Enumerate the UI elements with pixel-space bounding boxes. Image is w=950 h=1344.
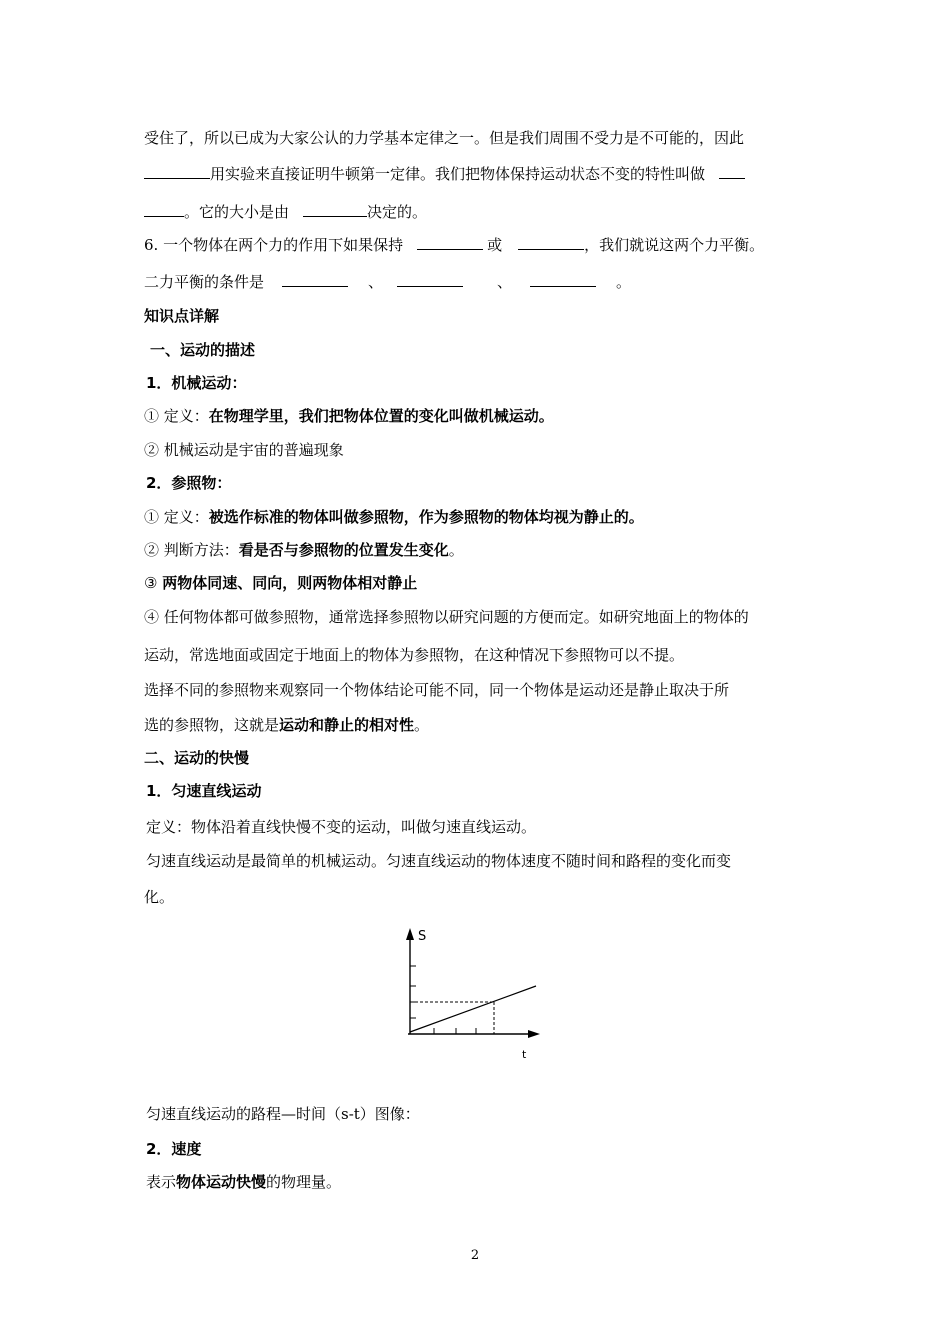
x-axis-arrow [528, 1030, 540, 1038]
paragraph-line [144, 128, 744, 148]
text: ④ 任何物体都可做参照物，通常选择参照物以研究问题的方便而定。如研究地面上的物体的 [144, 608, 749, 626]
text: 匀速直线运动是最简单的机械运动。匀速直线运动的物体速度不随时间和路程的变化而变 [146, 852, 732, 870]
x-ticks [434, 1028, 476, 1034]
text: 决定的。 [367, 203, 428, 221]
page-number: 2 [470, 1248, 480, 1263]
paragraph-line [144, 887, 174, 907]
text: 匀速直线运动的路程—时间（s-t）图像： [146, 1105, 420, 1123]
text: 表示 [146, 1173, 177, 1191]
fill-blank [417, 235, 483, 250]
subheading-uniform-motion: 1．匀速直线运动 [146, 782, 262, 800]
text: 。 [448, 541, 464, 559]
paragraph-line [146, 1172, 341, 1192]
paragraph-line [144, 680, 729, 700]
text: 定义：物体沿着直线快慢不变的运动，叫做匀速直线运动。 [146, 818, 537, 836]
text: 的物理量。 [266, 1173, 342, 1191]
text: ② 机械运动是宇宙的普遍现象 [144, 441, 344, 459]
heading-motion-speed: 二、运动的快慢 [144, 749, 250, 767]
bold-text: 在物理学里，我们把物体位置的变化叫做机械运动。 [208, 407, 554, 425]
fill-blank [303, 202, 367, 217]
list-item [144, 440, 344, 460]
figure-caption [146, 1104, 420, 1124]
section-title: 知识点详解 [144, 307, 220, 325]
bold-text: 看是否与参照物的位置发生变化 [238, 541, 449, 559]
subheading-speed: 2．速度 [146, 1140, 202, 1158]
text: ② 判断方法： [144, 541, 239, 559]
text: 运动，常选地面或固定于地面上的物体为参照物，在这种情况下参照物可以不提。 [144, 646, 685, 664]
fill-blank [282, 272, 348, 287]
text: 。它的大小是由 [184, 203, 290, 221]
text: 或 [487, 236, 503, 254]
text: ① 定义： [144, 407, 209, 425]
text: 选择不同的参照物来观察同一个物体结论可能不同，同一个物体是运动还是静止取决于所 [144, 681, 730, 699]
y-ticks [410, 966, 416, 1018]
subheading-reference-object: 2．参照物： [146, 474, 232, 492]
fill-blank [144, 202, 184, 217]
paragraph-line [144, 235, 764, 255]
text: 、 [368, 273, 384, 291]
st-graph-figure [396, 924, 546, 1064]
y-axis-label: S [418, 929, 427, 944]
text: ，我们就说这两个力平衡。 [584, 236, 765, 254]
subheading-mechanical-motion: 1．机械运动： [146, 374, 247, 392]
text: 受住了，所以已成为大家公认的力学基本定律之一。但是我们周围不受力是不可能的，因此 [144, 129, 745, 147]
paragraph-line [144, 272, 631, 292]
text: ③ [144, 574, 163, 592]
paragraph-line [144, 202, 427, 222]
list-item [144, 507, 644, 527]
text: 6. 一个物体在两个力的作用下如果保持 [144, 236, 404, 254]
bold-text: 两物体同速、同向，则两物体相对静止 [162, 574, 418, 592]
fill-blank [719, 164, 745, 179]
heading-motion-description: 一、运动的描述 [150, 341, 256, 359]
list-item [144, 540, 464, 560]
text: 选的参照物，这就是 [144, 716, 280, 734]
bold-text: 被选作标准的物体叫做参照物，作为参照物的物体均视为静止的。 [208, 508, 644, 526]
text: 。 [414, 716, 430, 734]
fill-blank [397, 272, 463, 287]
text: ① 定义： [144, 508, 209, 526]
paragraph-line [144, 164, 745, 184]
fill-blank [518, 235, 584, 250]
text: 化。 [144, 888, 175, 906]
bold-text: 运动和静止的相对性 [279, 716, 415, 734]
paragraph-line [146, 851, 731, 871]
bold-text: 物体运动快慢 [176, 1173, 267, 1191]
st-line [410, 986, 536, 1032]
text: 用实验来直接证明牛顿第一定律。我们把物体保持运动状态不变的特性叫做 [210, 165, 706, 183]
paragraph-line [144, 715, 429, 735]
fill-blank [530, 272, 596, 287]
y-axis-arrow [406, 928, 414, 940]
text: 。 [616, 273, 632, 291]
paragraph-line [144, 645, 684, 665]
fill-blank [144, 164, 210, 179]
x-axis-label: t [522, 1048, 527, 1061]
list-item [144, 573, 417, 593]
text: 、 [497, 273, 513, 291]
text: 二力平衡的条件是 [144, 273, 265, 291]
list-item [144, 607, 749, 627]
paragraph-line [146, 817, 536, 837]
list-item [144, 406, 554, 426]
